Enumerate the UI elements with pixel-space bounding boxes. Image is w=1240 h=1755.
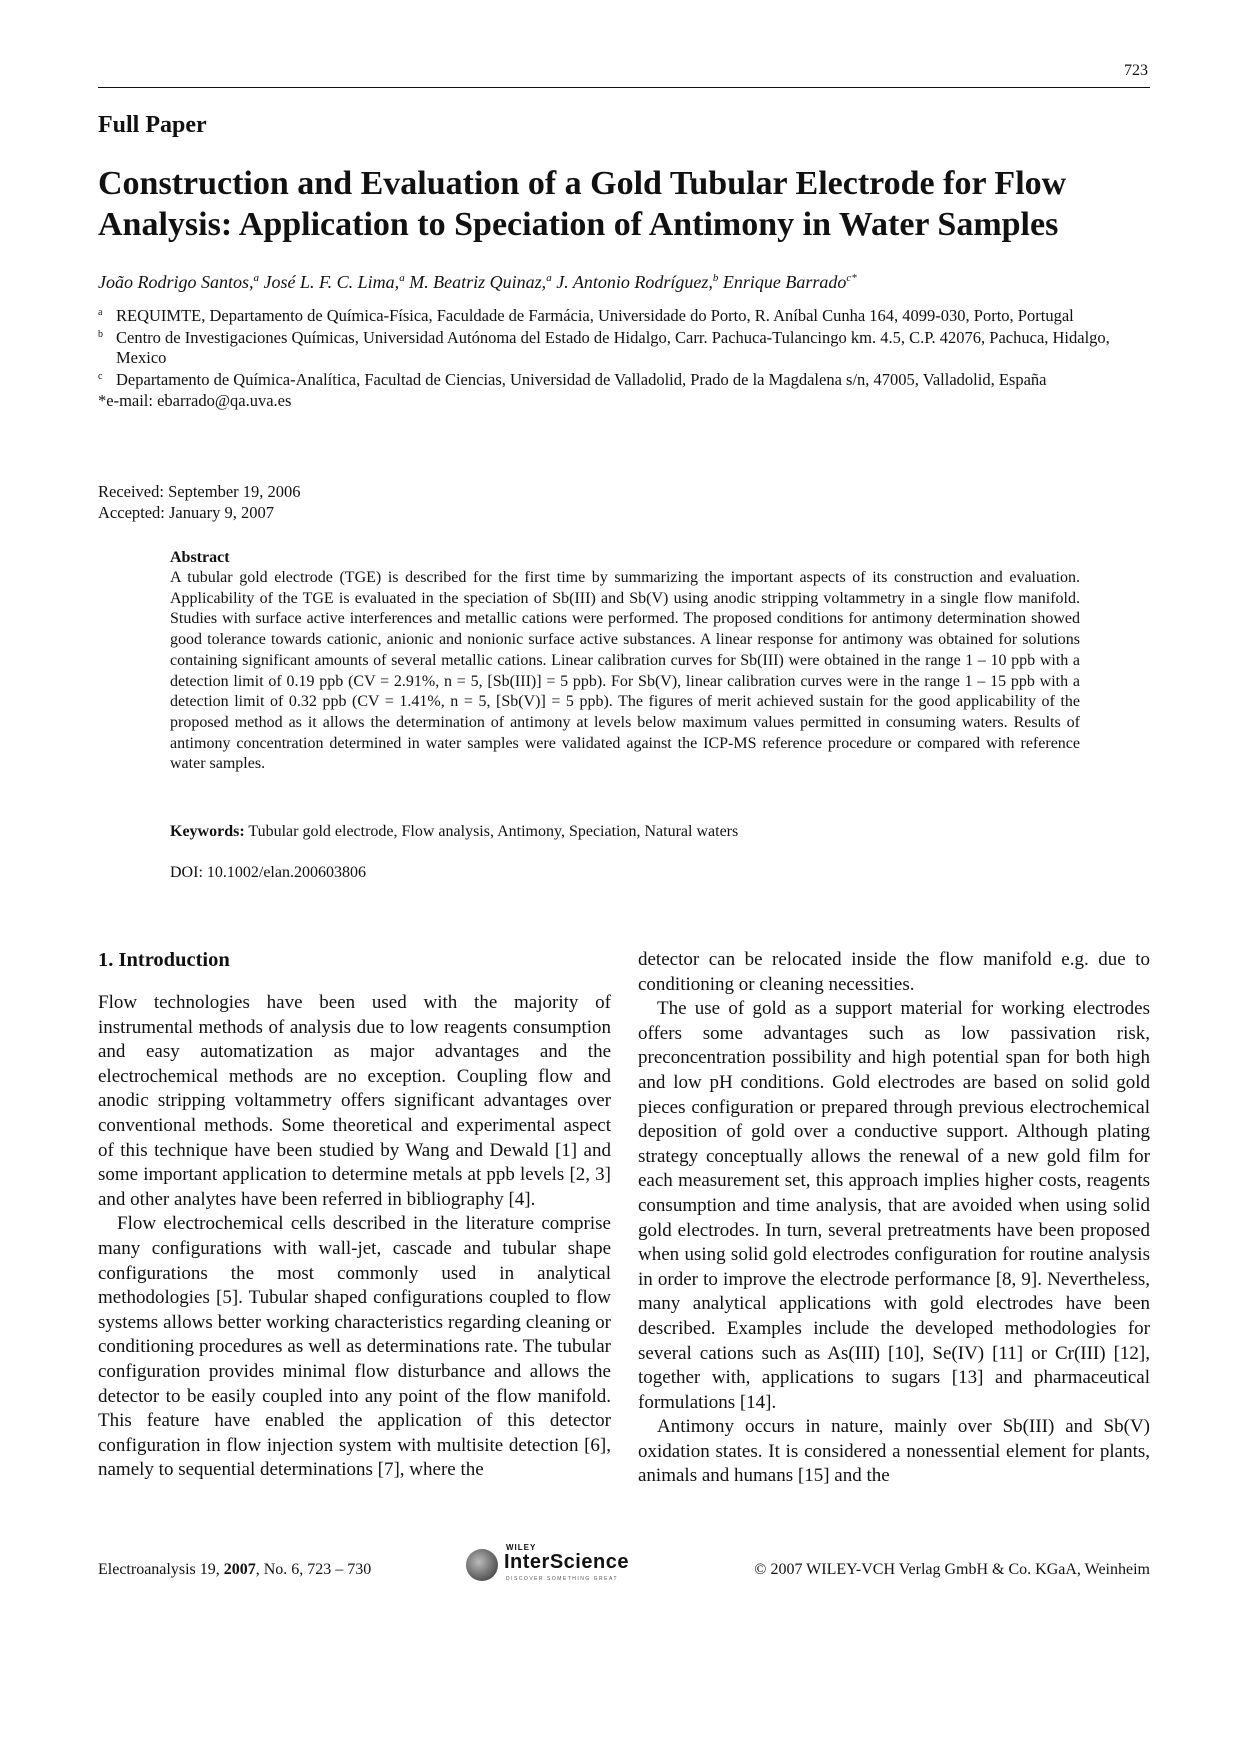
keywords-label: Keywords:: [170, 823, 245, 840]
header-rule: [98, 87, 1150, 88]
abstract: [170, 548, 1080, 775]
author: João Rodrigo Santos,: [98, 272, 254, 292]
logo-wiley: WILEY: [506, 1543, 537, 1552]
paragraph: Flow technologies have been used with the majority of instrumental methods of analysis due to low reagents consumption and easy automatization as major advantages and the electrochemical methods are no exception. Coupling flow and anodic stripping voltammetry offers significant advantages over conventional methods. Some theoretical and experimental aspect of this technique have been studied by Wang and Dewald [1] and some important application to determine metals at ppb levels [2, 3] and other analytes have been referred in bibliography [4].: [98, 992, 611, 1210]
affiliation-text: REQUIMTE, Departamento de Química-Física, Faculdade de Farmácia, Universidade do Porto, R. Aníbal Cunha 164, 4099-030, Porto, Portugal: [116, 306, 1074, 325]
affiliation: [98, 328, 1150, 369]
affiliation: [98, 370, 1150, 391]
page-number: 723: [1124, 62, 1148, 79]
journal-issue: , No. 6, 723 – 730: [255, 1561, 372, 1578]
keywords-text: Tubular gold electrode, Flow analysis, Antimony, Speciation, Natural waters: [248, 823, 739, 840]
logo-tagline: DISCOVER SOMETHING GREAT: [506, 1576, 619, 1582]
journal-citation: [98, 1561, 371, 1579]
author: José L. F. C. Lima,: [263, 272, 400, 292]
paragraph: Antimony occurs in nature, mainly over Sb(III) and Sb(V) oxidation states. It is considered a nonessential element for plants, animals and humans [15] and the: [638, 1416, 1150, 1487]
author: Enrique Barrado: [722, 272, 847, 292]
logo-brand: InterScience: [504, 1551, 629, 1573]
globe-icon: [466, 1549, 498, 1581]
abstract-text: A tubular gold electrode (TGE) is described for the first time by summarizing the important aspects of its construction and evaluation. Applicability of the TGE is evaluated in the speciation of Sb(III) and Sb(V) using anodic stripping voltammetry in a single flow manifold. Studies with surface active interferences and metallic cations were performed. The proposed conditions for antimony determination showed good tolerance towards cationic, anionic and nonionic surface active substances. A linear response for antimony was obtained for solutions containing significant amounts of several metallic cations. Linear calibration curves for Sb(III) were obtained in the range 1 – 10 ppb with a detection limit of 0.19 ppb (CV = 2.91%, n = 5, [Sb(III)] = 5 ppb). For Sb(V), linear calibration curves were in the range 1 – 15 ppb with a detection limit of 0.32 ppb (CV = 1.41%, n = 5, [Sb(V)] = 5 ppb). The figures of merit achieved sustain for the good applicability of the proposed method as it allows the determination of antimony at levels below maximum values permitted in consuming waters. Results of antimony concentration determined in water samples were validated against the ICP-MS reference procedure or compared with reference water samples.: [170, 569, 1080, 773]
author-mark: a: [253, 272, 259, 284]
paper-title: [98, 163, 1158, 245]
affiliation-mark: a: [98, 307, 103, 318]
section-heading: 1. Introduction: [98, 949, 230, 971]
journal-year: 2007: [223, 1561, 256, 1578]
affiliations: [98, 306, 1150, 412]
corresponding-email: *e-mail: ebarrado@qa.uva.es: [98, 391, 292, 410]
body-column-left: [98, 948, 611, 1483]
interscience-logo: [466, 1543, 636, 1587]
article-dates: [98, 482, 301, 523]
author-mark: c*: [846, 272, 857, 284]
abstract-heading: Abstract: [170, 549, 230, 566]
author: M. Beatriz Quinaz,: [409, 272, 547, 292]
affiliation: [98, 306, 1150, 327]
author-list: [98, 272, 857, 293]
title-line-2: Analysis: Application to Speciation of Antimony in Water Samples: [98, 206, 1059, 243]
keywords: [170, 823, 1080, 841]
received-date: Received: September 19, 2006: [98, 482, 301, 501]
affiliation-mark: c: [98, 370, 103, 382]
doi: DOI: 10.1002/elan.200603806: [170, 864, 366, 881]
accepted-date: Accepted: January 9, 2007: [98, 502, 274, 522]
affiliation-text: Centro de Investigaciones Químicas, Universidad Autónoma del Estado de Hidalgo, Carr. Pachuca-Tulancingo km. 4.5, C.P. 42076, Pachuca, Hidalgo, Mexico: [116, 327, 1110, 367]
affiliation-text: Departamento de Química-Analítica, Facultad de Ciencias, Universidad de Valladolid, Prado de la Magdalena s/n, 47005, Valladolid, España: [116, 369, 1047, 389]
author-mark: b: [712, 272, 719, 284]
journal-name: Electroanalysis 19,: [98, 1561, 220, 1578]
paragraph: Flow electrochemical cells described in the literature comprise many configurations with wall-jet, cascade and tubular shape configurations the most commonly used in analytical methodologies [5]. Tubular shaped configurations coupled to flow systems allows better working characteristics regarding cleaning or conditioning procedures as well as determinations rate. The tubular configuration provides minimal flow disturbance and allows the detector to be easily coupled into any point of the flow manifold. This feature have enabled the application of this detector configuration in flow injection system with multisite detection [6], namely to sequential determinations [7], where the: [98, 1213, 611, 1481]
title-line-1: Construction and Evaluation of a Gold Tubular Electrode for Flow: [98, 165, 1067, 202]
author-mark: a: [399, 272, 405, 284]
author: J. Antonio Rodríguez,: [556, 272, 713, 292]
paragraph: The use of gold as a support material for working electrodes offers some advantages such as low passivation risk, preconcentration possibility and high potential span for both high and low pH conditions. Gold electrodes are based on solid gold pieces configuration or prepared through previous electrochemical deposition of gold over a conductive support. Although plating strategy conceptually allows the renewal of a new gold film for each measurement set, this approach implies higher costs, reagents consumption and time analysis, that are avoided when using solid gold electrodes. In turn, several pretreatments have been proposed when using solid gold electrodes configuration for routine analysis in order to improve the electrode performance [8, 9]. Nevertheless, many analytical applications with gold electrodes have been described. Examples include the developed methodologies for several cations such as As(III) [10], Se(IV) [11] or Cr(III) [12], together with, applications to sugars [13] and pharmaceutical formulations [14].: [638, 998, 1150, 1413]
section-type: Full Paper: [98, 112, 207, 138]
body-column-right: [638, 948, 1150, 1489]
author-mark: a: [546, 272, 552, 284]
affiliation-mark: b: [98, 328, 103, 340]
paragraph: detector can be relocated inside the flow manifold e.g. due to conditioning or cleaning necessities.: [638, 949, 1150, 995]
copyright: © 2007 WILEY-VCH Verlag GmbH & Co. KGaA, Weinheim: [754, 1561, 1150, 1578]
